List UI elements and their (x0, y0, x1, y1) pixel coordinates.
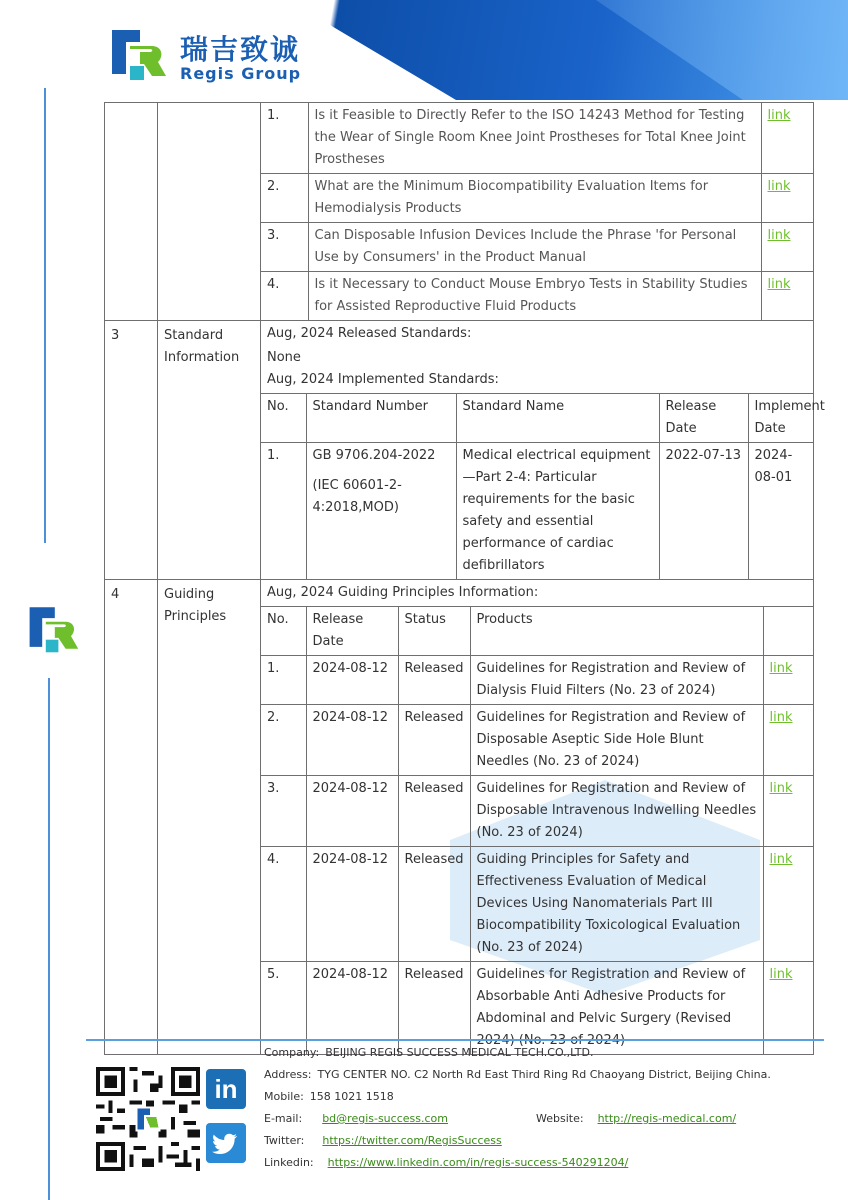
faq-link[interactable]: link (767, 228, 791, 243)
col-header-standard-name: Standard Name (456, 394, 659, 443)
footer-linkedin-link[interactable]: https://www.linkedin.com/in/regis-success-540291204/ (327, 1156, 629, 1169)
standard-release-date: 2022-07-13 (659, 443, 748, 580)
footer-mobile-label: Mobile: (264, 1090, 304, 1103)
standard-row (261, 443, 813, 580)
col-header-products: Products (470, 607, 763, 656)
table-row-faq (105, 103, 814, 321)
footer-email-row (264, 1110, 448, 1128)
standards-table (261, 393, 825, 579)
faq-no: 4. (261, 272, 308, 321)
guiding-no: 4. (261, 847, 306, 962)
footer-address-row (264, 1066, 771, 1084)
faq-no: 3. (261, 223, 308, 272)
guiding-link[interactable]: link (769, 781, 793, 796)
footer-website-row (536, 1110, 736, 1128)
guiding-row (261, 705, 813, 776)
faq-link-cell (761, 272, 813, 321)
standard-number-note: (IEC 60601-2-4:2018,MOD) (312, 478, 402, 515)
cell-content (261, 321, 825, 580)
logo-english-name: Regis Group (180, 64, 302, 83)
footer-mobile-row (264, 1088, 394, 1106)
released-standards-value: None (267, 350, 301, 365)
guiding-product: Guidelines for Registration and Review of Disposable Intravenous Indwelling Needles (No. 23 of 2024) (470, 776, 763, 847)
company-logo (108, 22, 308, 86)
col-header-implement-date: Implement Date (748, 394, 813, 443)
cell-content (261, 580, 814, 1055)
table-row-standards (105, 321, 814, 580)
linkedin-icon[interactable]: in (206, 1069, 246, 1109)
footer-website-label: Website: (536, 1112, 584, 1125)
col-header-standard-number: Standard Number (306, 394, 456, 443)
guiding-release-date: 2024-08-12 (306, 705, 398, 776)
table-header-row (261, 394, 813, 443)
cell-content (261, 103, 814, 321)
col-header-release-date: Release Date (306, 607, 398, 656)
twitter-icon[interactable] (206, 1123, 246, 1163)
guiding-row (261, 656, 813, 705)
footer-company-row (264, 1044, 593, 1062)
table-header-row (261, 607, 813, 656)
col-header-link (763, 607, 813, 656)
logo-chinese-name: 瑞吉致诚 (180, 33, 301, 66)
guiding-row (261, 776, 813, 847)
footer-company-label: Company: (264, 1046, 320, 1059)
guiding-status: Released (398, 776, 470, 847)
guiding-release-date: 2024-08-12 (306, 776, 398, 847)
guiding-status: Released (398, 656, 470, 705)
standard-name: Medical electrical equipment—Part 2-4: Particular requirements for the basic safety and essential performance of cardiac defibrillators (456, 443, 659, 580)
guiding-product: Guidelines for Registration and Review of Dialysis Fluid Filters (No. 23 of 2024) (470, 656, 763, 705)
standard-no: 1. (261, 443, 306, 580)
faq-row (261, 272, 813, 321)
implemented-standards-heading: Aug, 2024 Implemented Standards: (267, 372, 499, 387)
cell-no: 4 (105, 580, 158, 1055)
faq-question: What are the Minimum Biocompatibility Evaluation Items for Hemodialysis Products (308, 174, 761, 223)
guiding-release-date: 2024-08-12 (306, 962, 398, 1055)
footer-email-label: E-mail: (264, 1112, 303, 1125)
faq-question: Can Disposable Infusion Devices Include the Phrase 'for Personal Use by Consumers' in the Product Manual (308, 223, 761, 272)
faq-table (261, 103, 813, 320)
faq-no: 1. (261, 103, 308, 174)
guiding-heading: Aug, 2024 Guiding Principles Information: (267, 585, 539, 600)
cell-no (105, 103, 158, 321)
standard-implement-date: 2024-08-01 (748, 443, 813, 580)
faq-link-cell (761, 174, 813, 223)
guiding-no: 2. (261, 705, 306, 776)
guiding-link-cell (763, 656, 813, 705)
guiding-no: 1. (261, 656, 306, 705)
guiding-no: 5. (261, 962, 306, 1055)
footer-email-link[interactable]: bd@regis-success.com (322, 1112, 448, 1125)
guiding-link[interactable]: link (769, 852, 793, 867)
guiding-link-cell (763, 847, 813, 962)
col-header-no: No. (261, 394, 306, 443)
regis-logo-icon (108, 22, 168, 84)
cell-category: Standard Information (158, 321, 261, 580)
guiding-link[interactable]: link (769, 661, 793, 676)
faq-link-cell (761, 103, 813, 174)
footer-twitter-label: Twitter: (264, 1134, 305, 1147)
faq-question: Is it Feasible to Directly Refer to the ISO 14243 Method for Testing the Wear of Single Room Knee Joint Prostheses for Total Knee Joint Prostheses (308, 103, 761, 174)
faq-link-cell (761, 223, 813, 272)
standard-number: GB 9706.204-2022 (312, 448, 436, 463)
col-header-release-date: Release Date (659, 394, 748, 443)
guiding-no: 3. (261, 776, 306, 847)
cell-category: Guiding Principles (158, 580, 261, 1055)
qr-code-icon (96, 1067, 200, 1171)
cell-category (158, 103, 261, 321)
faq-link[interactable]: link (767, 277, 791, 292)
guiding-status: Released (398, 705, 470, 776)
footer-address-value: TYG CENTER NO. C2 North Rd East Third Ring Rd Chaoyang District, Beijing China. (317, 1068, 771, 1081)
guiding-product: Guidelines for Registration and Review of Absorbable Anti Adhesive Products for Abdominal and Pelvic Surgery (Revised (470, 962, 763, 1055)
footer-linkedin-row (264, 1154, 628, 1172)
guiding-link-cell (763, 705, 813, 776)
faq-question: Is it Necessary to Conduct Mouse Embryo Tests in Stability Studies for Assisted Reproductive Fluid Products (308, 272, 761, 321)
guiding-link[interactable]: link (769, 710, 793, 725)
footer-website-link[interactable]: http://regis-medical.com/ (597, 1112, 737, 1125)
footer-twitter-link[interactable]: https://twitter.com/RegisSuccess (322, 1134, 502, 1147)
table-row-guiding (105, 580, 814, 1055)
col-header-status: Status (398, 607, 470, 656)
guiding-status: Released (398, 847, 470, 962)
faq-row (261, 103, 813, 174)
footer-rule (86, 1039, 824, 1041)
guiding-table (261, 606, 813, 1054)
guiding-product: Guidelines for Registration and Review of Disposable Aseptic Side Hole Blunt Needles (No. 23 of 2024) (470, 705, 763, 776)
col-header-no: No. (261, 607, 306, 656)
guiding-row (261, 847, 813, 962)
main-table (104, 102, 825, 1055)
footer-linkedin-label: Linkedin: (264, 1156, 314, 1169)
cell-no: 3 (105, 321, 158, 580)
faq-row (261, 174, 813, 223)
faq-row (261, 223, 813, 272)
standard-number-cell (306, 443, 456, 580)
guiding-product: Guiding Principles for Safety and Effectiveness Evaluation of Medical Devices Using Nanomaterials Part III Biocompatibility Toxicological Evaluation (No. 23 of 2024) (470, 847, 763, 962)
side-rule-top (44, 88, 46, 543)
guiding-link[interactable]: link (769, 967, 793, 982)
guiding-release-date: 2024-08-12 (306, 847, 398, 962)
footer-twitter-row (264, 1132, 502, 1150)
faq-no: 2. (261, 174, 308, 223)
footer-company-value: BEIJING REGIS SUCCESS MEDICAL TECH.CO.,LTD. (325, 1046, 594, 1059)
guiding-release-date: 2024-08-12 (306, 656, 398, 705)
side-rule-bottom (48, 678, 50, 1200)
document-body (104, 102, 825, 1055)
guiding-status: Released (398, 962, 470, 1055)
footer-mobile-value: 158 1021 1518 (309, 1090, 394, 1103)
side-logo-icon (26, 600, 80, 656)
released-standards-heading: Aug, 2024 Released Standards: (267, 326, 472, 341)
footer-address-label: Address: (264, 1068, 312, 1081)
faq-link[interactable]: link (767, 108, 791, 123)
faq-link[interactable]: link (767, 179, 791, 194)
guiding-link-cell (763, 776, 813, 847)
